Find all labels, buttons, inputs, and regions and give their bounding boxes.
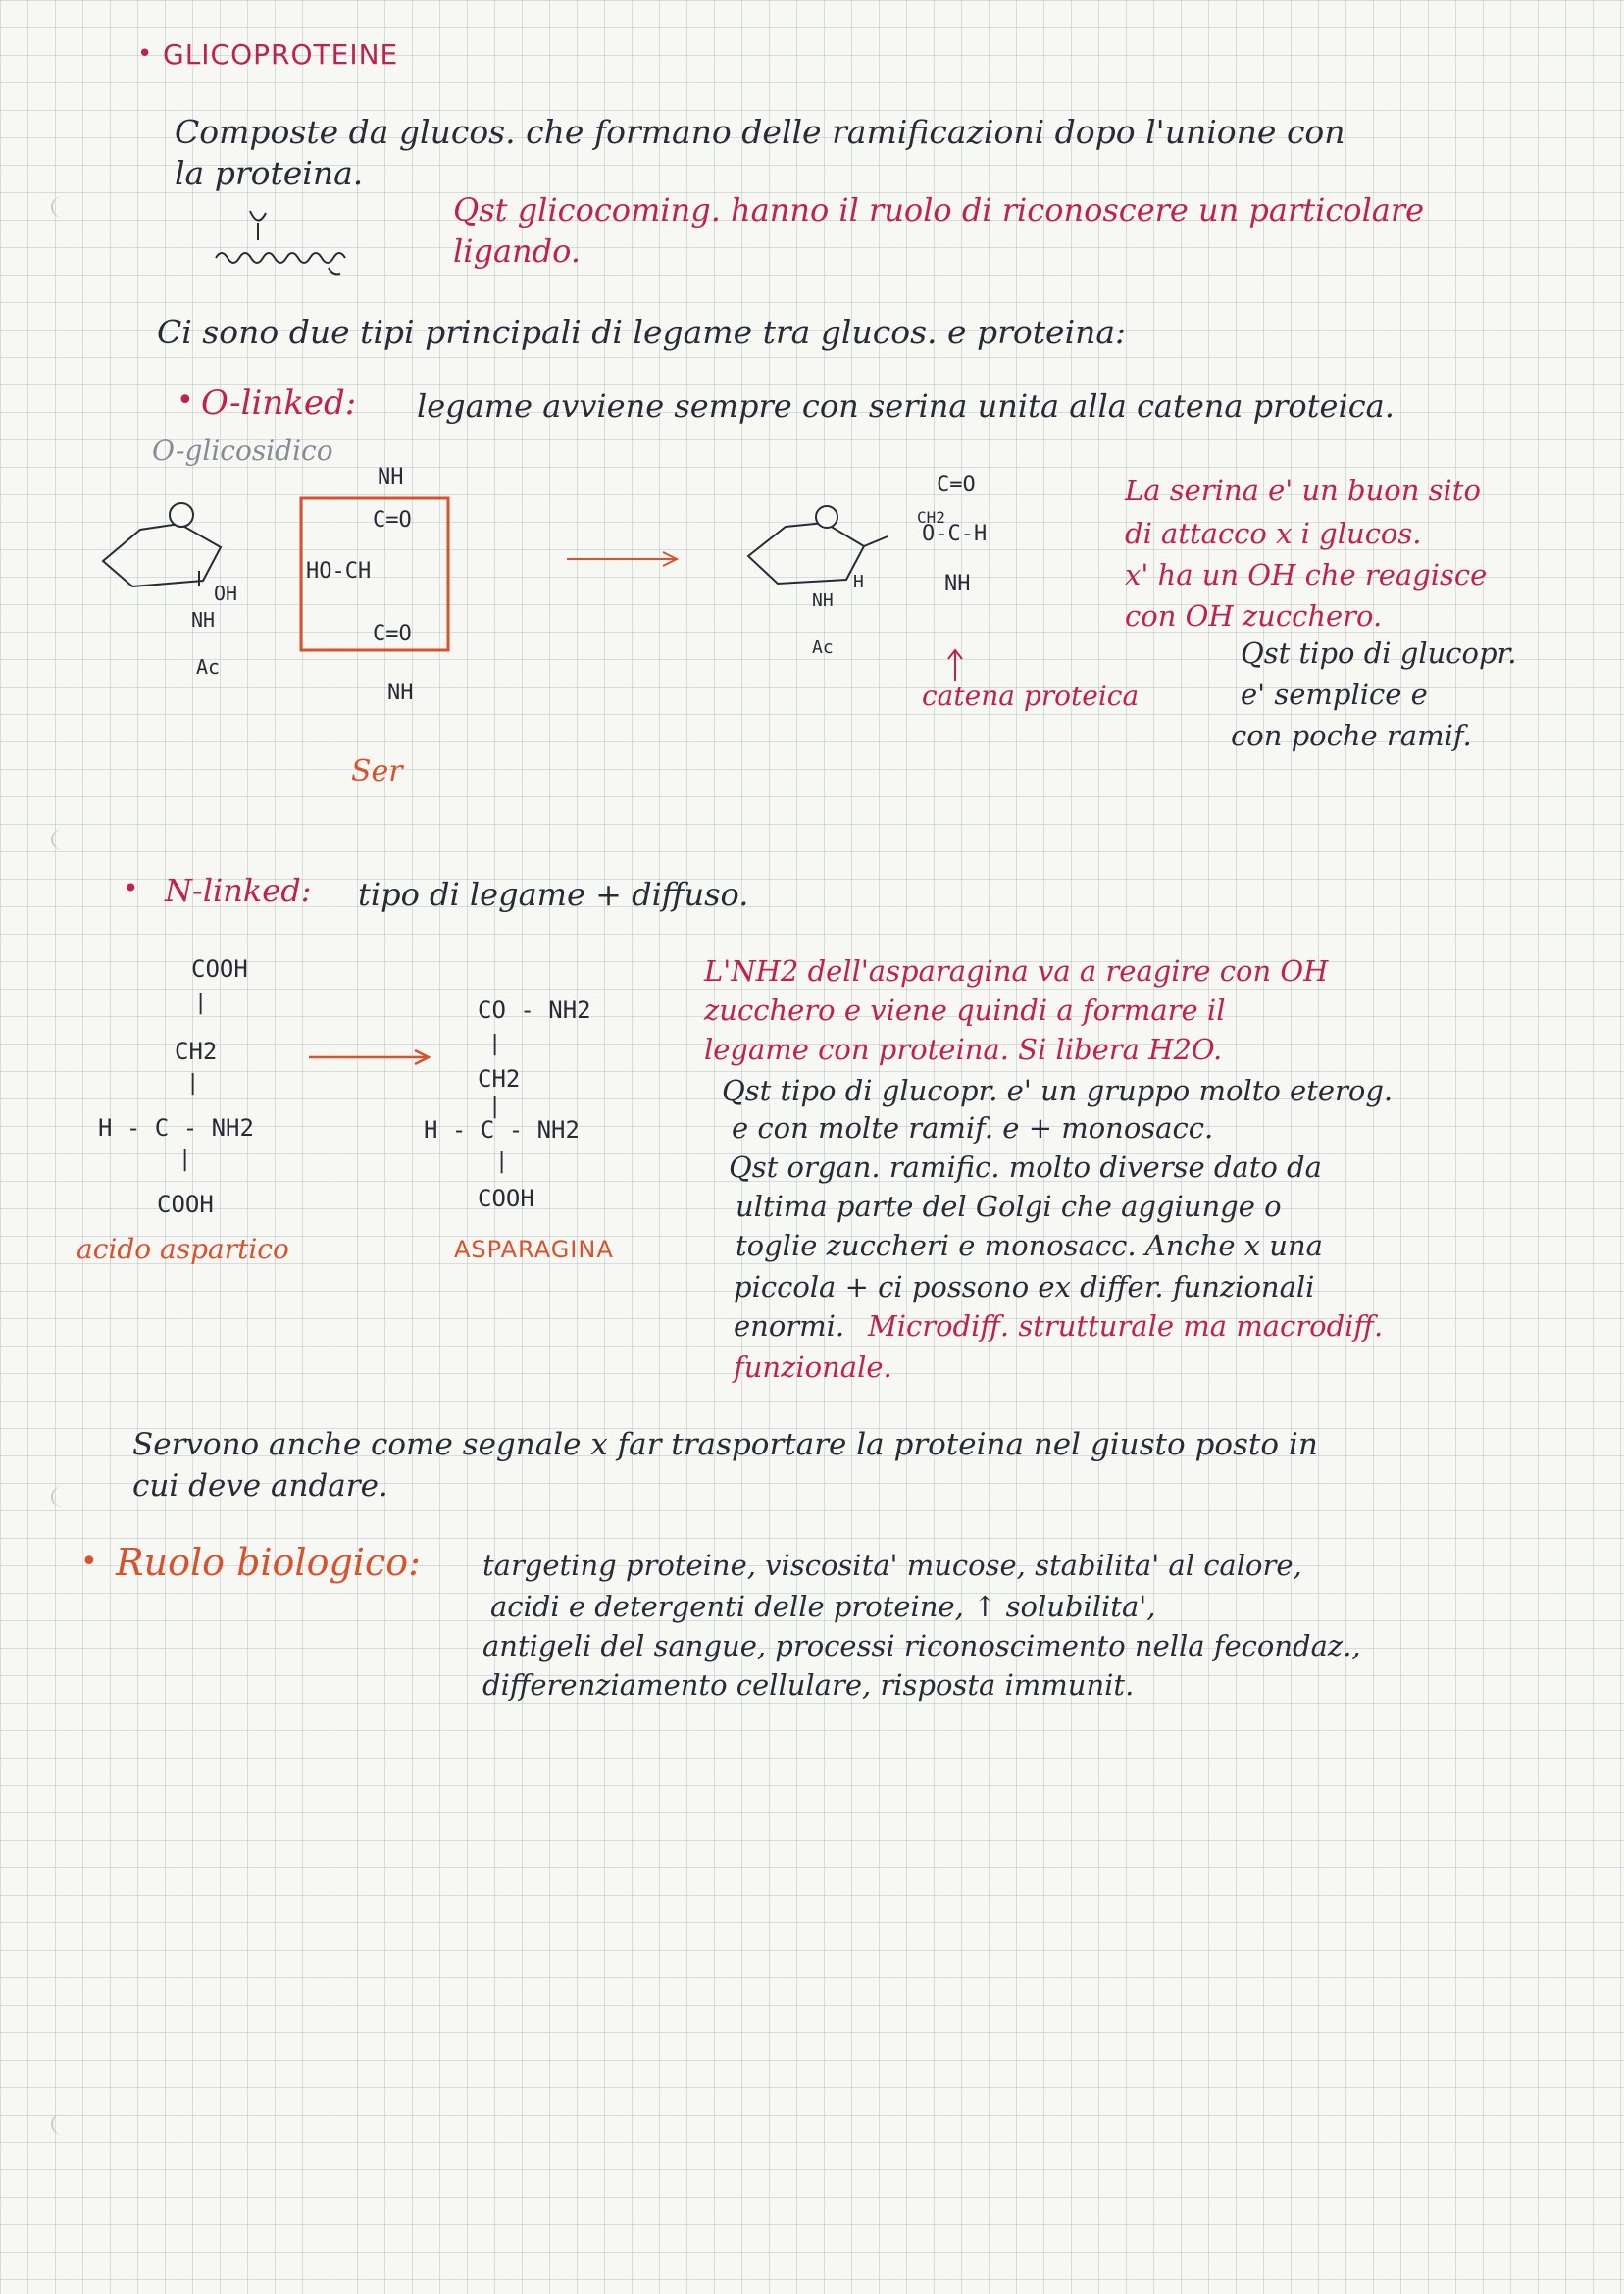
- aspartic-bond-3: |: [178, 1147, 192, 1172]
- n-linked-pink-note-1: L'NH2 dell'asparagina va a reagire con OH: [704, 954, 1329, 988]
- left-ring-nh: NH: [191, 608, 216, 632]
- serine-co-top: C=O: [373, 508, 412, 533]
- binder-hole: [51, 196, 75, 218]
- o-linked-note-1: La serina e' un buon sito: [1125, 474, 1481, 507]
- role-line-2: acidi e detergenti delle proteine, ↑ solubilita',: [490, 1590, 1156, 1623]
- n-linked-final-1: enormi.: [734, 1309, 845, 1343]
- product-ch2: CH2: [917, 508, 945, 527]
- asparagine-label: ASPARAGINA: [454, 1236, 614, 1263]
- role-line-4: differenziamento cellulare, risposta immunit.: [482, 1668, 1135, 1702]
- o-linked-note2-1: Qst tipo di glucopr.: [1241, 637, 1517, 670]
- aspartic-ch2: CH2: [175, 1038, 218, 1065]
- types-line: Ci sono due tipi principali di legame tra glucos. e proteina:: [157, 313, 1127, 351]
- n-linked-note-5: toglie zuccheri e monosacc. Anche x una: [736, 1229, 1323, 1262]
- page-title: GLICOPROTEINE: [163, 38, 399, 71]
- n-reaction-arrow-icon: [309, 1047, 436, 1067]
- serine-nh-top: NH: [378, 465, 404, 489]
- ser-label: Ser: [351, 754, 403, 789]
- intro-note-line-2: ligando.: [453, 232, 581, 270]
- role-line-1: targeting proteine, viscosita' mucose, stabilita' al calore,: [482, 1549, 1302, 1582]
- product-co: C=O: [937, 473, 976, 497]
- n-linked-bullet: •: [123, 872, 139, 904]
- serine-co-bottom: C=O: [373, 622, 412, 646]
- aspartic-hcnh2: H - C - NH2: [98, 1114, 254, 1142]
- product-och: O-C-H: [922, 522, 988, 546]
- n-linked-note-1: Qst tipo di glucopr. e' un gruppo molto eterog.: [722, 1074, 1394, 1107]
- left-ring-ac: Ac: [196, 655, 221, 679]
- n-linked-note-6: piccola + ci possono ex differ. funzionali: [734, 1270, 1315, 1303]
- n-linked-text: tipo di legame + diffuso.: [358, 876, 749, 913]
- serine-hoch: HO-CH: [306, 559, 372, 584]
- product-h: H: [853, 572, 864, 592]
- role-heading: Ruolo biologico:: [116, 1541, 421, 1584]
- signal-line-1: Servono anche come segnale x far trasportare la proteina nel giusto posto in: [132, 1427, 1318, 1462]
- n-linked-pink-note-3: legame con proteina. Si libera H2O.: [704, 1033, 1223, 1066]
- aspartic-bond-1: |: [194, 991, 208, 1015]
- binder-hole: [51, 2114, 75, 2135]
- o-linked-note2-2: e' semplice e: [1241, 678, 1428, 711]
- product-ring-nh: NH: [812, 590, 834, 611]
- o-linked-note-4: con OH zucchero.: [1125, 599, 1383, 633]
- role-line-3: antigeli del sangue, processi riconoscimento nella fecondaz.,: [482, 1629, 1361, 1662]
- binder-hole: [51, 1486, 75, 1507]
- n-linked-pink-note-2: zucchero e viene quindi a formare il: [704, 994, 1226, 1027]
- asparagine-ch2: CH2: [478, 1065, 521, 1093]
- intro-note-line-1: Qst glicocoming. hanno il ruolo di riconoscere un particolare: [453, 191, 1425, 229]
- o-linked-note-3: x' ha un OH che reagisce: [1125, 558, 1488, 591]
- intro-line-1: Composte da glucos. che formano delle ramificazioni dopo l'unione con: [175, 113, 1345, 151]
- asparagine-conh2: CO - NH2: [478, 996, 591, 1024]
- serine-nh-bottom: NH: [387, 681, 414, 705]
- n-linked-final-2: Microdiff. strutturale ma macrodiff.: [868, 1309, 1384, 1343]
- branched-sugar-icon: [211, 201, 407, 289]
- o-linked-note2-3: con poche ramif.: [1231, 719, 1472, 752]
- reaction-arrow-icon: [567, 549, 685, 569]
- aspartic-label: acido aspartico: [76, 1233, 289, 1265]
- asparagine-cooh: COOH: [478, 1185, 534, 1212]
- o-glycosidic-label: O-glicosidico: [152, 434, 333, 467]
- n-linked-note-2: e con molte ramif. e + monosacc.: [732, 1111, 1214, 1145]
- product-nh: NH: [944, 572, 971, 596]
- title-bullet: •: [137, 39, 153, 69]
- up-arrow-icon: [945, 647, 965, 683]
- o-linked-heading: O-linked:: [201, 383, 357, 423]
- binder-hole: [51, 829, 75, 850]
- product-sugar-ring: [740, 495, 888, 603]
- aspartic-cooh-top: COOH: [191, 955, 248, 983]
- o-linked-bullet: •: [177, 383, 194, 418]
- role-bullet: •: [80, 1545, 98, 1579]
- n-linked-heading: N-linked:: [165, 872, 312, 909]
- asparagine-bond-3: |: [495, 1149, 509, 1174]
- asparagine-hcnh2: H - C - NH2: [424, 1116, 580, 1144]
- n-linked-final-3: funzionale.: [734, 1351, 892, 1384]
- asparagine-bond-1: |: [488, 1032, 502, 1056]
- n-linked-note-4: ultima parte del Golgi che aggiunge o: [736, 1190, 1282, 1223]
- n-linked-note-3: Qst organ. ramific. molto diverse dato da: [729, 1150, 1322, 1184]
- asparagine-bond-2: |: [488, 1095, 502, 1119]
- chain-label: catena proteica: [922, 680, 1140, 712]
- aspartic-cooh-bottom: COOH: [157, 1191, 214, 1218]
- left-ring-oh: OH: [214, 582, 238, 605]
- product-ring-ac: Ac: [812, 637, 834, 658]
- aspartic-bond-2: |: [186, 1071, 200, 1096]
- o-linked-note-2: di attacco x i glucos.: [1125, 517, 1422, 550]
- o-linked-text: legame avviene sempre con serina unita alla catena proteica.: [417, 387, 1395, 425]
- signal-line-2: cui deve andare.: [132, 1468, 388, 1504]
- intro-line-2: la proteina.: [175, 154, 364, 192]
